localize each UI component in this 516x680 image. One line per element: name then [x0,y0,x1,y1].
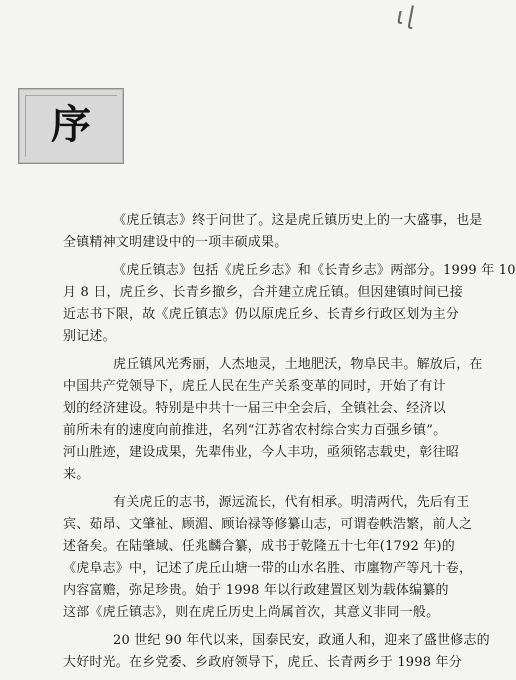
text-line: 近志书下限，故《虎丘镇志》仍以原虎丘乡、长青乡行政区划为主分 [63,307,460,322]
text-line: 来。 [63,467,90,482]
text-line: 《虎丘镇志》终于问世了。这是虎丘镇历史上的一大盛事，也是 [113,213,483,228]
text-line: 有关虎丘的志书，源远流长，代有相承。明清两代，先后有王 [113,495,470,510]
text-line: 中国共产党领导下，虎丘人民在生产关系变革的同时，开始了有计 [63,379,446,394]
text-line: 《虎丘镇志》包括《虎丘乡志》和《长青乡志》两部分。1999 年 10 [113,263,516,278]
paragraph [63,260,516,348]
text-line: 宾、茹昂、文肇祉、顾湄、顾诒禄等修纂山志，可谓卷帙浩繁，前人之 [63,517,473,532]
paragraph [63,210,483,254]
text-line: 述备矣。在陆肇域、任兆麟合纂，成书于乾隆五十七年(1792 年)的 [63,539,455,554]
page-number: ɩɭ [396,2,416,30]
text-line: 内容富赡，弥足珍贵。始于 1998 年以行政建置区划为载体编纂的 [63,583,449,598]
text-line: 划的经济建设。特别是中共十一届三中全会后，全镇社会、经济以 [63,401,446,416]
text-line: 20 世纪 90 年代以来，国泰民安，政通人和，迎来了盛世修志的 [113,633,490,648]
paragraph [63,492,473,624]
paragraph [63,354,483,486]
text-line: 大好时光。在乡党委、乡政府领导下，虎丘、长青两乡于 1998 年分 [63,655,462,670]
text-line: 《虎阜志》中，记述了虎丘山塘一带的山水名胜、市廛物产等凡十卷， [63,561,473,576]
text-line: 虎丘镇风光秀丽，人杰地灵，土地肥沃，物阜民丰。解放后，在 [113,357,483,372]
text-line: 别记述。 [63,329,116,344]
paragraph [63,630,490,674]
text-line: 这部《虎丘镇志》，则在虎丘历史上尚属首次，其意义非同一般。 [63,605,440,620]
chapter-title-box [18,88,124,164]
chapter-title: 序 [51,101,91,148]
text-line: 月 8 日，虎丘乡、长青乡撤乡，合并建立虎丘镇。但因建镇时间已接 [63,285,463,300]
preface-body [63,210,516,680]
text-line: 河山胜迹，建设成果，先辈伟业，今人丰功，亟须铭志载史，彰往昭 [63,445,460,460]
text-line: 前所未有的速度向前推进，名列“江苏省农村综合实力百强乡镇”。 [63,423,447,438]
text-line: 全镇精神文明建设中的一项丰硕成果。 [63,235,288,250]
